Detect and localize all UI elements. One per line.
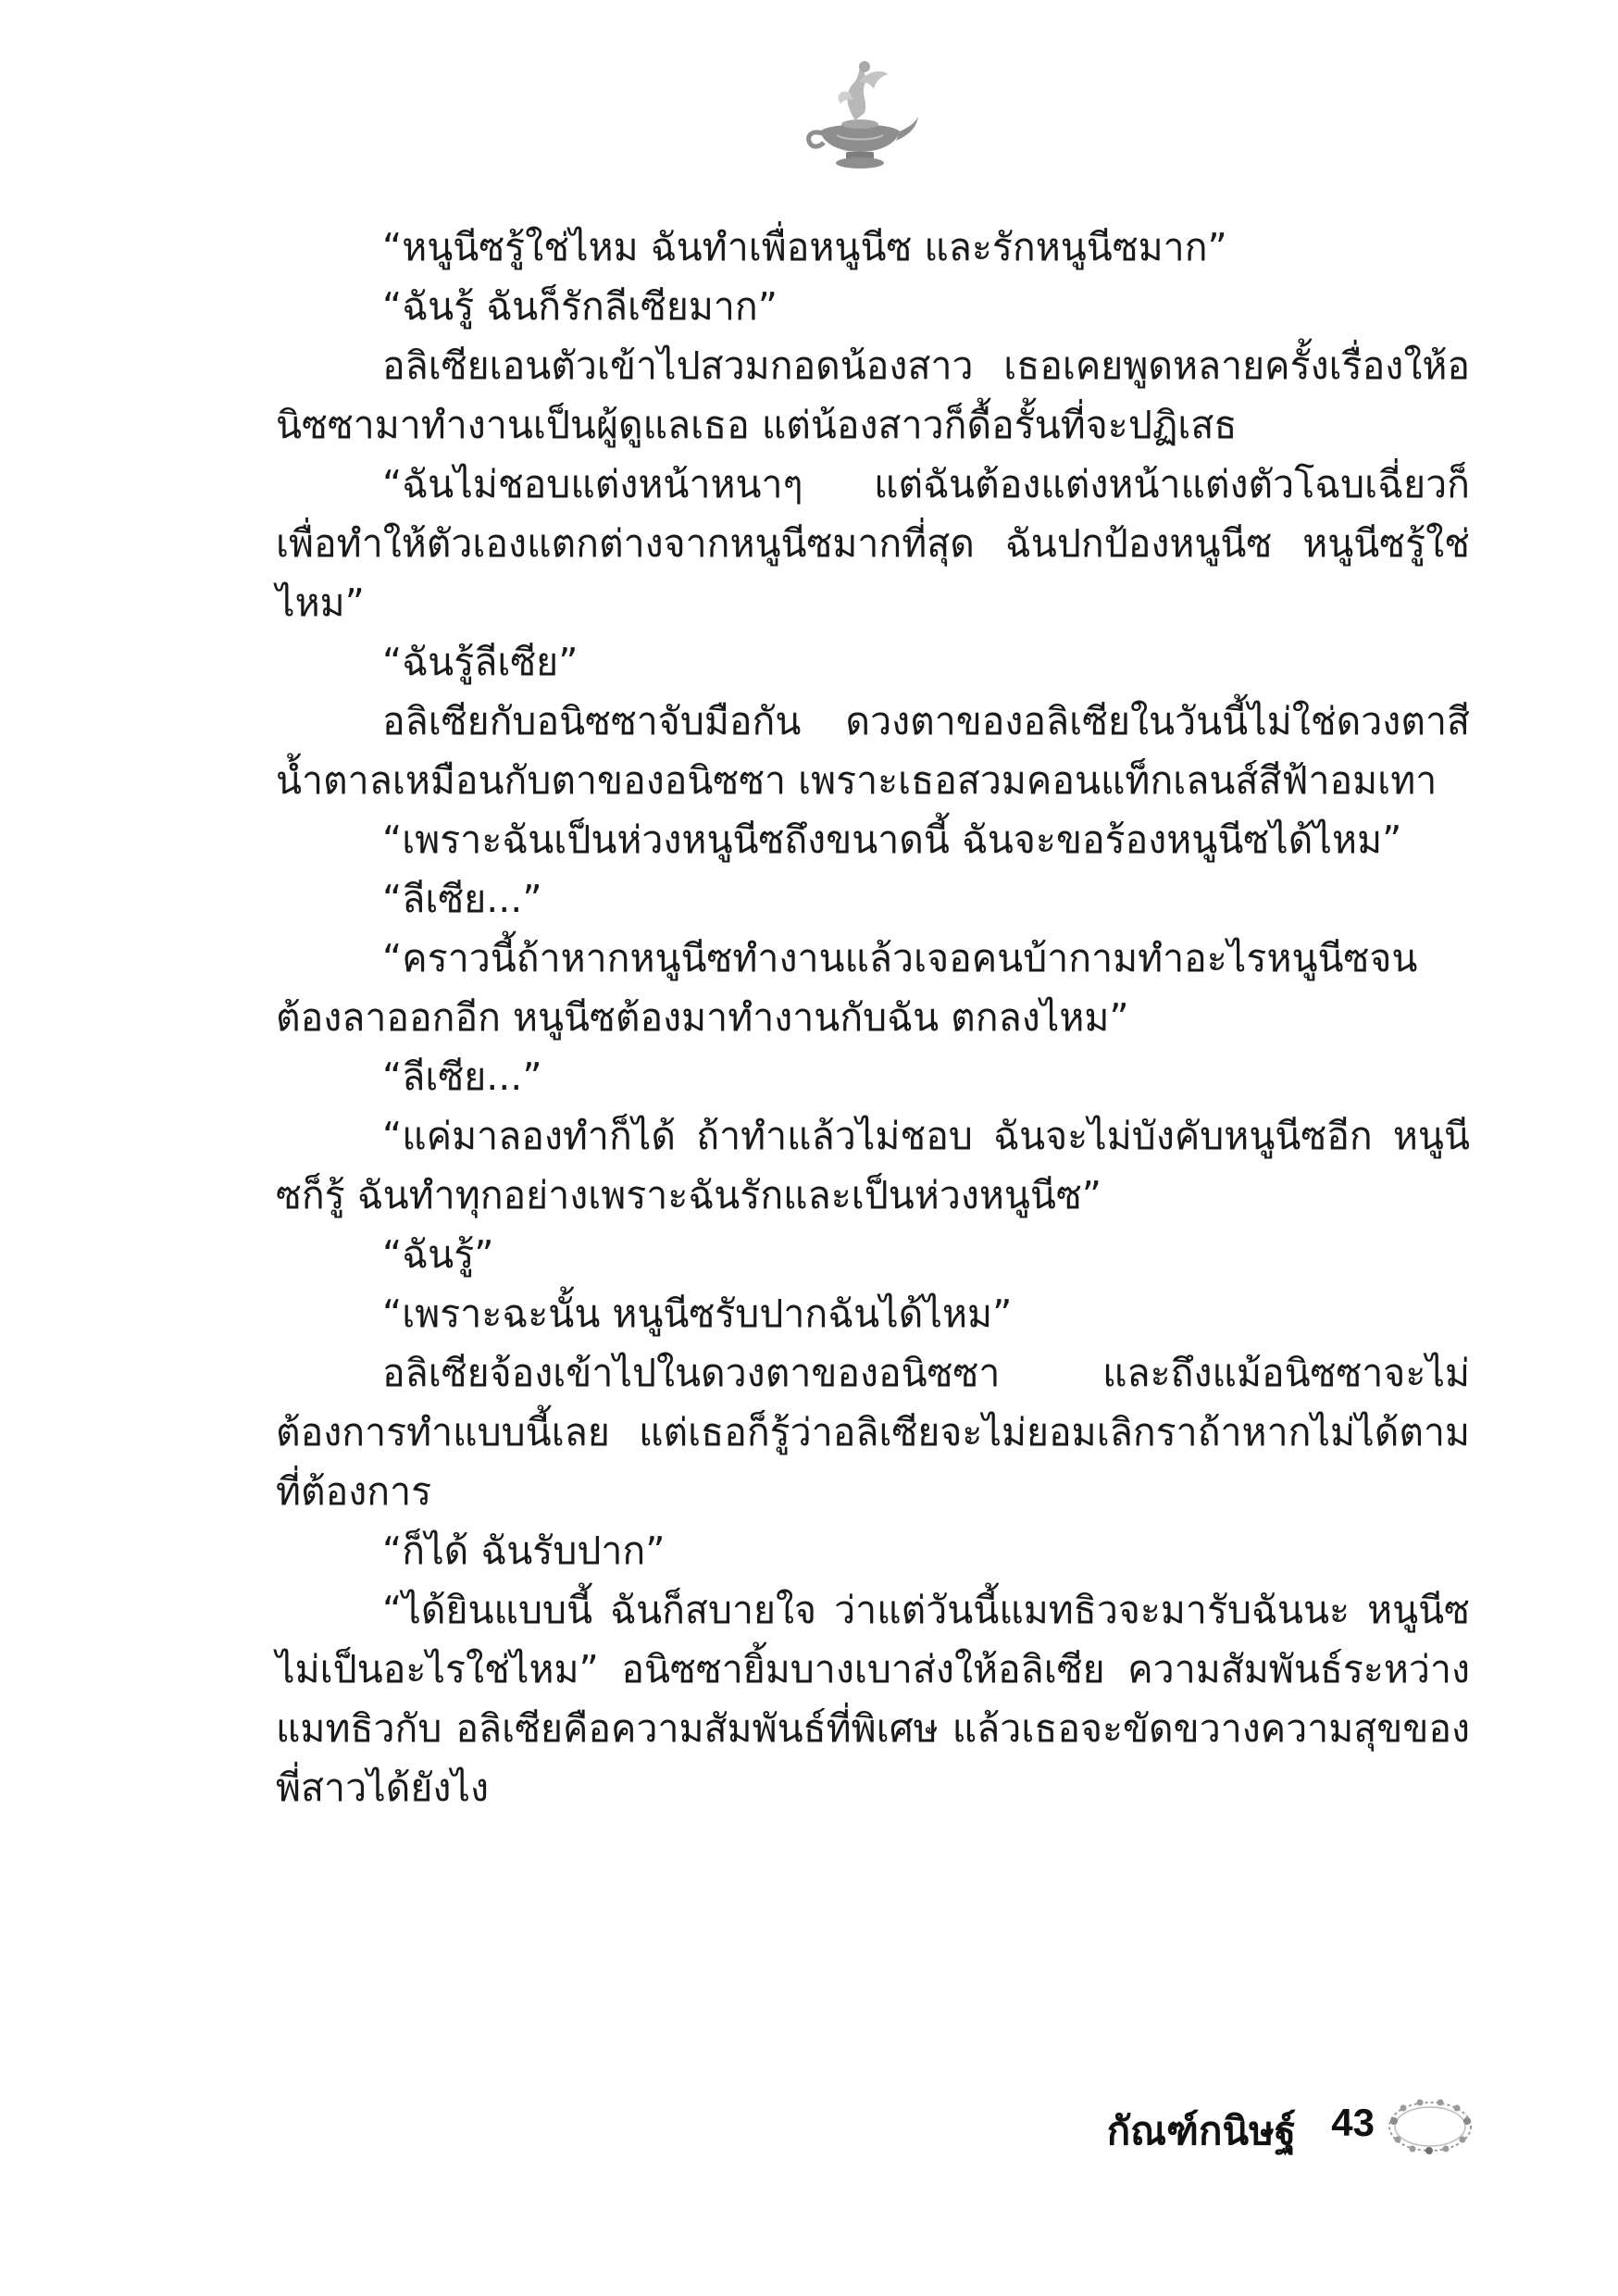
paragraph: “ฉันรู้ ฉันก็รักลีเซียมาก” bbox=[382, 284, 778, 329]
paragraph: “เพราะฉันเป็นห่วงหนูนีซถึงขนาดนี้ ฉันจะขอร้องหนูนีซได้ไหม” bbox=[382, 817, 1402, 862]
paragraph: “ฉันไม่ชอบแต่งหน้าหนาๆ แต่ฉันต้องแต่งหน้าแต่งตัวโฉบเฉี่ยวก็เพื่อทำให้ตัวเองแตกต่างจากหนูนีซมากที่สุด ฉันปกป้องหนูนีซ หนูนีซรู้ใช่ไหม” bbox=[276, 462, 1470, 625]
bracelet-icon bbox=[1379, 2088, 1481, 2162]
page-footer bbox=[1000, 2088, 1518, 2171]
paragraph: “ลีเซีย...” bbox=[382, 1054, 542, 1099]
paragraph: “ได้ยินแบบนี้ ฉันก็สบายใจ ว่าแต่วันนี้แมทธิวจะมารับฉันนะ หนูนีซไม่เป็นอะไรใช่ไหม” อนิซซายิ้มบางเบาส่งให้อลิเซีย ความสัมพันธ์ระหว่างแมทธิวกับ อลิเซียคือความสัมพันธ์ที่พิเศษ แล้วเธอจะขัดขวางความสุขของพี่สาวได้ยังไง bbox=[276, 1588, 1470, 1810]
paragraph: อลิเซียเอนตัวเข้าไปสวมกอดน้องสาว เธอเคยพูดหลายครั้งเรื่องให้อนิซซามาทำงานเป็นผู้ดูแลเธอ แต่น้องสาวก็ดื้อรั้นที่จะปฏิเสธ bbox=[276, 343, 1470, 447]
story-text bbox=[276, 218, 1470, 1817]
page-number: 43 bbox=[1331, 2101, 1375, 2144]
paragraph: “แค่มาลองทำก็ได้ ถ้าทำแล้วไม่ชอบ ฉันจะไม่บังคับหนูนีซอีก หนูนีซก็รู้ ฉันทำทุกอย่างเพราะฉันรักและเป็นห่วงหนูนีซ” bbox=[276, 1114, 1470, 1217]
paragraph: “ฉันรู้ลีเซีย” bbox=[382, 640, 579, 684]
paragraph: อลิเซียกับอนิซซาจับมือกัน ดวงตาของอลิเซียในวันนี้ไม่ใช่ดวงตาสีน้ำตาลเหมือนกับตาของอนิซซา เพราะเธอสวมคอนแท็กเลนส์สีฟ้าอมเทา bbox=[276, 699, 1470, 803]
paragraph: “ฉันรู้” bbox=[382, 1232, 494, 1277]
paragraph: “ก็ได้ ฉันรับปาก” bbox=[382, 1529, 666, 1573]
book-title: กัณฑ์กนิษฐ์ bbox=[1106, 2108, 1296, 2153]
paragraph: “คราวนี้ถ้าหากหนูนีซทำงานแล้วเจอคนบ้ากามทำอะไรหนูนีซจนต้องลาออกอีก หนูนีซต้องมาทำงานกับฉัน ตกลงไหม” bbox=[276, 936, 1418, 1040]
paragraph: “เพราะฉะนั้น หนูนีซรับปากฉันได้ไหม” bbox=[382, 1292, 1013, 1336]
paragraph: อลิเซียจ้องเข้าไปในดวงตาของอนิซซา และถึงแม้อนิซซาจะไม่ต้องการทำแบบนี้เลย แต่เธอก็รู้ว่าอลิเซียจะไม่ยอมเลิกราถ้าหากไม่ได้ตามที่ต้องการ bbox=[276, 1351, 1470, 1514]
paragraph: “หนูนีซรู้ใช่ไหม ฉันทำเพื่อหนูนีซ และรักหนูนีซมาก” bbox=[382, 225, 1227, 269]
paragraph: “ลีเซีย...” bbox=[382, 877, 542, 921]
genie-lamp-icon bbox=[800, 56, 920, 171]
